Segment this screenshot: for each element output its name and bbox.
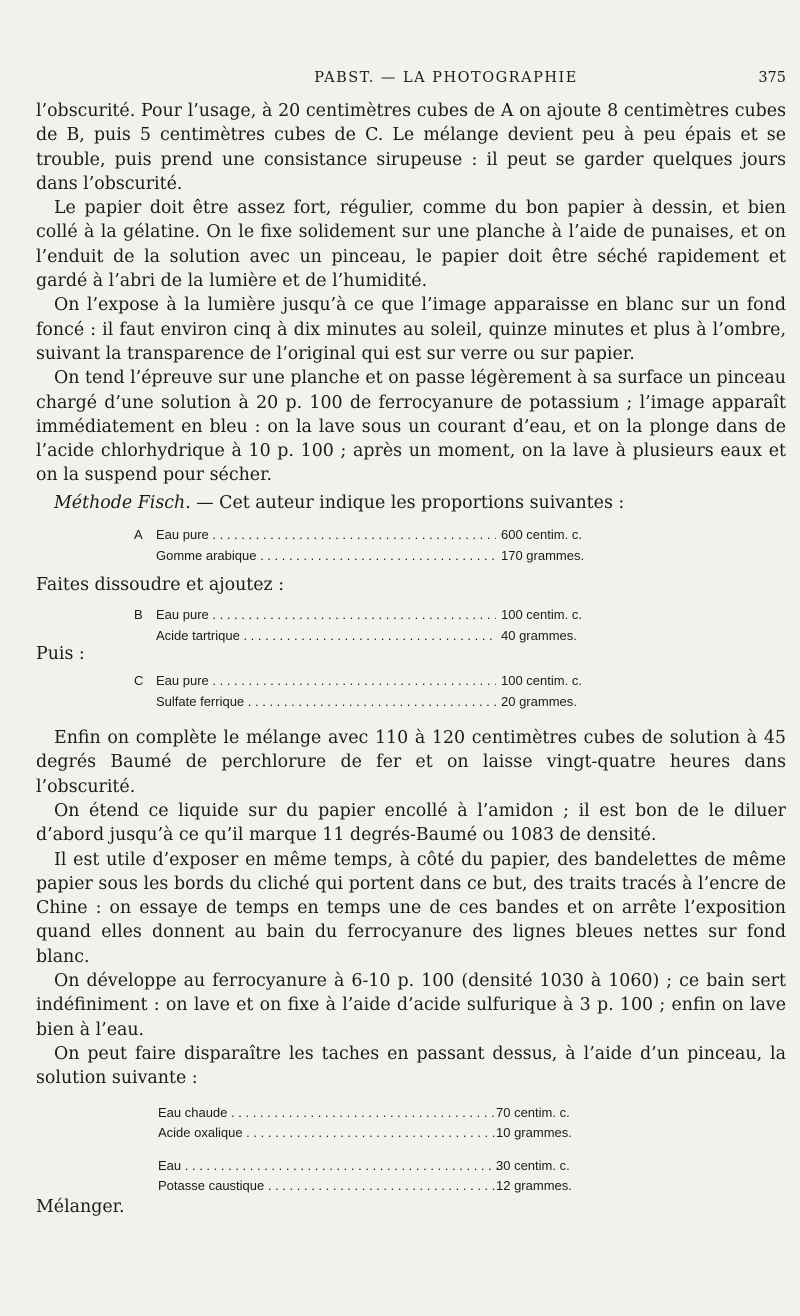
- paragraph: On développe au ferrocyanure à 6-10 p. 100 (densité 1030 à 1060) ; ce bain sert indéfiniment : on lave et on fixe à l’aide d’acide sulfurique à 3 p. 100 ; enfin on lave bien à l’eau.: [36, 971, 786, 1040]
- paragraph: On tend l’épreuve sur une planche et on passe légèrement à sa surface un pinceau chargé d’une solution à 20 p. 100 de ferrocyanure de potassium ; l’image apparaît immédiatement en bleu : on la lave sous un courant d’eau, et on la plonge dans de l’acide chlorhydrique à 10 p. 100 ; après un moment, on la lave à plusieurs eaux et on la suspend pour sécher.: [36, 368, 786, 486]
- recipe-row: [36, 525, 786, 546]
- method-heading: [36, 491, 786, 515]
- spacer: [36, 597, 786, 605]
- ingredient-name: Eau . . .: [158, 1158, 498, 1173]
- spacer: [36, 1091, 786, 1103]
- running-title: PABST. — LA PHOTOGRAPHIE: [314, 70, 578, 86]
- recipe-letter: A: [134, 527, 143, 543]
- ingredient-name: Sulfate ferrique . . .: [156, 694, 496, 709]
- method-intro: — Cet auteur indique les proportions suivantes :: [190, 492, 625, 513]
- recipe-row: [36, 1103, 786, 1124]
- paragraph: On étend ce liquide sur du papier encollé à l’amidon ; il est bon de le diluer d’abord jusqu’à ce qu’il marque 11 degrés-Baumé ou 1083 de densité.: [36, 800, 786, 846]
- ingredient-quantity: 10 grammes.: [496, 1125, 572, 1140]
- recipe-letter: B: [134, 607, 143, 623]
- recipe-row: [36, 605, 786, 626]
- spacer: [36, 1144, 786, 1156]
- ingredient-quantity: 100 centim. c.: [501, 673, 582, 689]
- recipe-row: [36, 1176, 786, 1197]
- ingredient-name: Acide oxalique . . .: [158, 1125, 498, 1140]
- paragraph: Le papier doit être assez fort, régulier, comme du bon papier à dessin, et bien collé à la gélatine. On le fixe solidement sur une planche à l’aide de punaises, et on l’enduit de la solution avec un pinceau, le papier doit être séché rapidement et gardé à l’abri de la lumière et de l’humidité.: [36, 198, 786, 292]
- ingredient-name: Eau pure . . .: [156, 673, 496, 688]
- ingredient-quantity: 170 grammes.: [501, 547, 585, 563]
- ingredient-quantity: 20 grammes.: [501, 693, 577, 709]
- method-name: Méthode Fisch.: [54, 492, 191, 513]
- ingredient-name: Gomme arabique . . .: [156, 548, 496, 563]
- recipe-row: [36, 692, 786, 713]
- running-header: [36, 70, 786, 94]
- paragraph: Il est utile d’exposer en même temps, à côté du papier, des bandelettes de même papier sous les bords du cliché qui portent dans ce but, des traits tracés à l’encre de Chine : on essaye de temps en temps une de ces bandes et on arrête l’exposition quand elles donnent au bain du ferrocyanure des lignes bleues nettes sur fond blanc.: [36, 849, 786, 967]
- ingredient-quantity: 600 centim. c.: [501, 527, 582, 543]
- recipe-row: [36, 671, 786, 692]
- ingredient-quantity: 30 centim. c.: [496, 1157, 570, 1173]
- ingredient-name: Eau pure . . .: [156, 527, 496, 542]
- paragraph: On l’expose à la lumière jusqu’à ce que l’image apparaisse en blanc sur un fond foncé : il faut environ cinq à dix minutes au soleil, quinze minutes et plus à l’ombre, suivant la transparence de l’original qui est sur verre ou sur papier.: [36, 295, 786, 364]
- ingredient-quantity: 100 centim. c.: [501, 607, 582, 623]
- ingredient-name: Eau pure . . .: [156, 607, 496, 622]
- closing-instruction: Mélanger.: [36, 1196, 125, 1217]
- ingredient-quantity: 40 grammes.: [501, 627, 577, 643]
- spacer: [36, 515, 786, 525]
- page-body: [36, 99, 786, 1219]
- recipe-row: [36, 1123, 786, 1144]
- page-number: 375: [758, 70, 786, 86]
- recipe-row: [36, 546, 786, 567]
- paragraph: l’obscurité. Pour l’usage, à 20 centimètres cubes de A on ajoute 8 centimètres cubes de B, puis 5 centimètres cubes de C. Le mélange devient peu à peu épais et se trouble, puis prend une consistance sirupeuse : il peut se garder quelques jours dans l’obscurité.: [36, 101, 786, 194]
- ingredient-name: Eau chaude . . .: [158, 1105, 498, 1120]
- instruction-label: Puis :: [36, 644, 85, 665]
- recipe-letter: C: [134, 673, 144, 689]
- ingredient-quantity: 70 centim. c.: [496, 1104, 570, 1120]
- paragraph: On peut faire disparaître les taches en passant dessus, à l’aide d’un pinceau, la solution suivante :: [36, 1043, 786, 1089]
- ingredient-name: Potasse caustique . . .: [158, 1178, 498, 1193]
- spacer: [36, 712, 786, 726]
- instruction-label: Faites dissoudre et ajoutez :: [36, 575, 285, 596]
- ingredient-quantity: 12 grammes.: [496, 1178, 572, 1193]
- recipe-row: [36, 1156, 786, 1177]
- paragraph: Enfin on complète le mélange avec 110 à 120 centimètres cubes de solution à 45 degrés Baumé de perchlorure de fer et on laisse vingt-quatre heures dans l’obscurité.: [36, 728, 786, 797]
- ingredient-name: Acide tartrique . . .: [156, 628, 496, 643]
- recipe-row: [36, 626, 786, 647]
